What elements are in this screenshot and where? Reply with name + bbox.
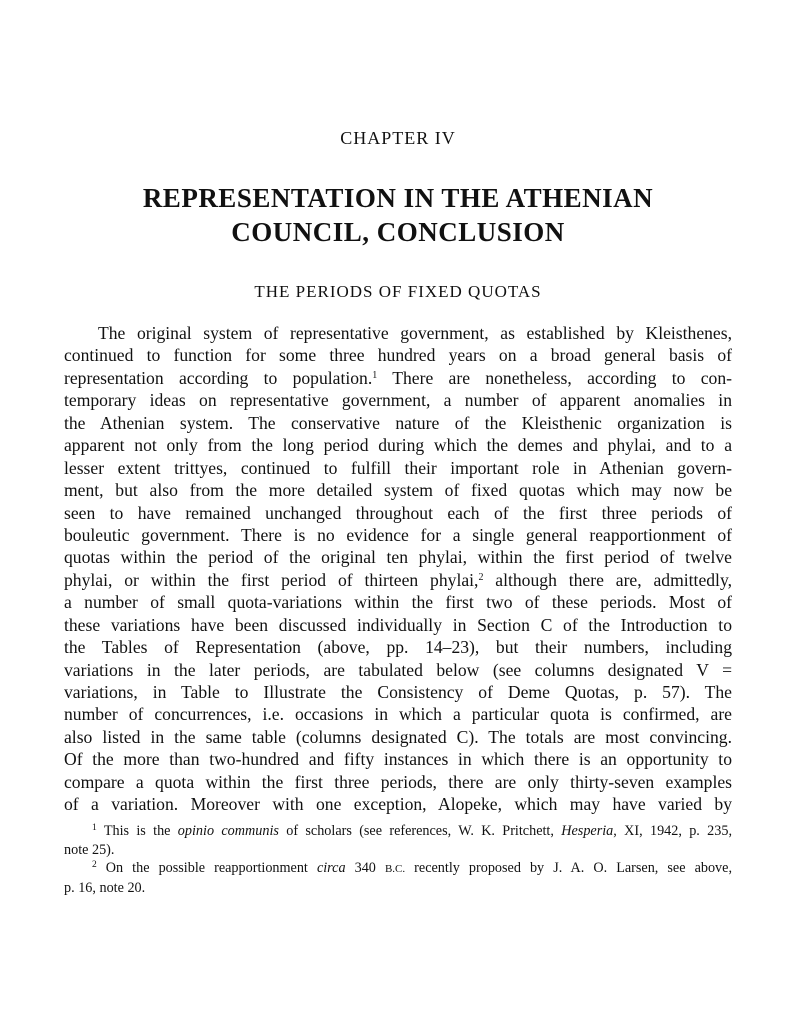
body-line: the Athenian system. The conservative nature of the Kleisthenic organization is: [64, 412, 732, 433]
footnote-text: of scholars (see references, W. K. Pritchett,: [278, 823, 562, 839]
section-heading: THE PERIODS OF FIXED QUOTAS: [254, 282, 542, 301]
body-line: variations, in Table to Illustrate the Consistency of Deme Quotas, p. 57). The: [64, 682, 732, 702]
footnote-line: [64, 859, 732, 879]
footnote-italic: Hesperia: [561, 823, 614, 839]
footnote-text: 340: [345, 860, 385, 876]
footnotes: [64, 822, 732, 897]
body-text: although there are, admittedly,: [483, 569, 732, 590]
body-line: the Tables of Representation (above, pp. 14–23), but their numbers, including: [64, 637, 732, 658]
body-line: these variations have been discussed individually in Section C of the Introduction to: [64, 614, 732, 635]
body-line: The original system of representative government, as established by Kleisthenes,: [98, 323, 732, 343]
footnote-line: [64, 822, 732, 841]
body-line: number of concurrences, i.e. occasions in which a particular quota is confirmed, are: [64, 704, 732, 725]
body-line: continued to function for some three hundred years on a broad general basis of: [64, 345, 732, 366]
body-line: lesser extent trittyes, continued to fulfill their important role in Athenian govern-: [64, 457, 732, 478]
footnote-ref-2[interactable]: 2: [478, 571, 484, 583]
body-line: variations in the later periods, are tabulated below (see columns designated V =: [64, 659, 732, 680]
footnote-text: recently proposed by J. A. O. Larsen, see above,: [405, 860, 732, 876]
footnote-line: p. 16, note 20.: [64, 879, 146, 896]
footnote-ref-1[interactable]: 1: [372, 369, 378, 381]
body-line: seen to have remained unchanged throughout each of the first three periods of: [64, 502, 732, 523]
body-line: [64, 569, 732, 591]
footnote-2: [64, 859, 732, 897]
body-text: phylai, or within the first period of thirteen phylai,: [64, 569, 479, 590]
chapter-title-line-1: REPRESENTATION IN THE ATHENIAN: [142, 183, 654, 213]
footnote-smallcaps: B.C.: [384, 863, 406, 875]
body-line: compare a quota within the first three periods, there are only thirty-seven examples: [64, 771, 732, 792]
footnote-text: This is the: [96, 823, 178, 839]
footnote-number: 1: [92, 823, 97, 833]
footnote-1: [64, 822, 732, 859]
body-paragraph: [64, 322, 732, 816]
footnote-italic: opinio communis: [177, 823, 279, 839]
body-text: There are nonetheless, according to con-: [377, 367, 732, 388]
chapter-title: [64, 181, 732, 249]
body-line: ment, but also from the more detailed system of fixed quotas which may now be: [64, 480, 732, 501]
footnote-text: On the possible reapportionment: [96, 860, 317, 876]
footnote-italic: circa: [316, 860, 346, 876]
footnote-text: , XI, 1942, p. 235,: [613, 823, 732, 839]
body-line: [64, 367, 732, 389]
body-text: representation according to population.: [64, 367, 373, 388]
footnote-number: 2: [92, 860, 97, 870]
chapter-title-line-2: COUNCIL, CONCLUSION: [231, 217, 565, 247]
body-line: apparent not only from the long period during which the demes and phylai, and to a: [64, 435, 732, 456]
body-line: quotas within the period of the original ten phylai, within the first period of twelve: [64, 547, 732, 568]
footnote-line: note 25).: [64, 841, 115, 858]
body-line: Of the more than two-hundred and fifty instances in which there is an opportunity to: [64, 749, 732, 770]
body-line: of a variation. Moreover with one exception, Alopeke, which may have varied by: [64, 794, 732, 815]
body-line: temporary ideas on representative government, a number of apparent anomalies in: [64, 390, 732, 411]
chapter-heading: CHAPTER IV: [340, 128, 456, 148]
body-line: a number of small quota-variations within the first two of these periods. Most of: [64, 592, 732, 613]
body-line: bouleutic government. There is no evidence for a single general reapportionment of: [64, 524, 732, 545]
body-line: also listed in the same table (columns designated C). The totals are most convincing.: [64, 726, 732, 747]
